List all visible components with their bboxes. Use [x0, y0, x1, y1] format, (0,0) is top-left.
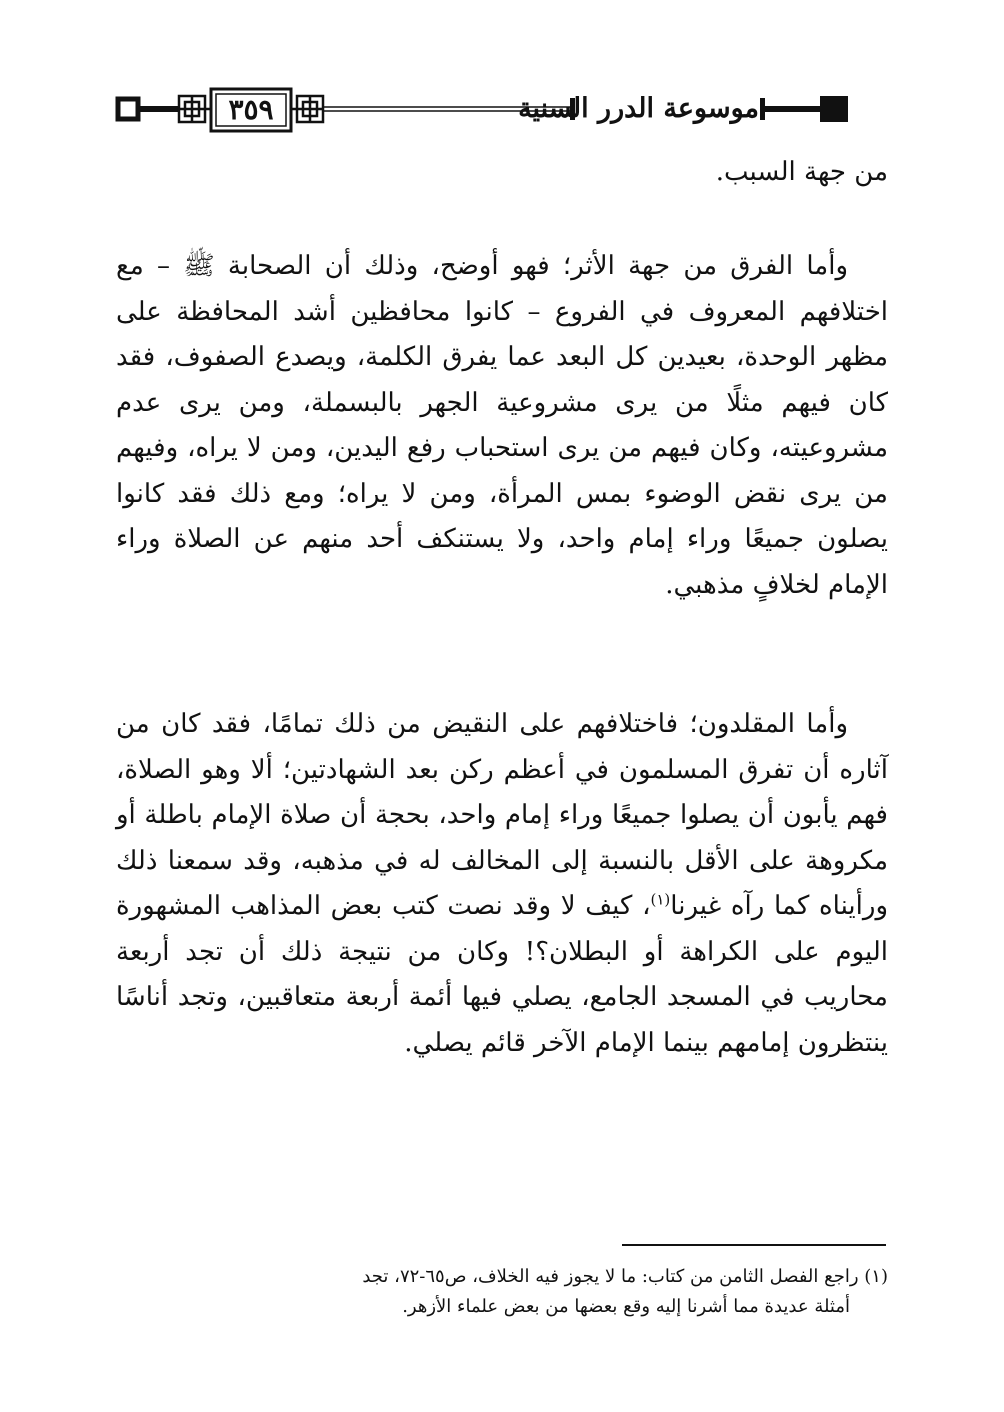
paragraph-1: [116, 244, 888, 608]
footnote-reference[interactable]: (١): [650, 890, 671, 909]
page-header: [115, 86, 890, 136]
paragraph-2-part-2: ، كيف لا وقد نصت كتب بعض المذاهب المشهورة اليوم على الكراهة أو البطلان؟! وكان من نتيجة ذلك أن تجد أربعة محاريب في المسجد الجامع، يصلي فيها أئمة أربعة متعاقبين، وتجد أناسًا ينتظرون إمامهم بينما الإمام الآخر قائم يصلي.: [116, 891, 888, 1058]
right-thick-line: [765, 106, 820, 112]
left-thick-line: [138, 106, 178, 112]
paragraph-2: [116, 702, 888, 1066]
footnote-separator: [622, 1244, 886, 1246]
footnote-line-1: (١) راجع الفصل الثامن من كتاب: ما لا يجوز فيه الخلاف، ص٦٥-٧٢، تجد: [362, 1266, 888, 1287]
footnote-line-2: أمثلة عديدة مما أشرنا إليه وقع بعضها من بعض علماء الأزهر.: [402, 1296, 850, 1317]
paragraph-2-part-1: وأما المقلدون؛ فاختلافهم على النقيض من ذلك تمامًا، فقد كان من آثاره أن تفرق المسلمون في أعظم ركن بعد الشهادتين؛ ألا وهو الصلاة، فهم يأبون أن يصلوا جميعًا وراء إمام واحد، بحجة أن صلاة الإمام باطلة أو مكروهة على الأقل بالنسبة إلى المخالف له في مذهبه، وقد سمعنا ذلك ورأيناه كما رآه غيرنا: [116, 709, 889, 921]
footnote: [108, 1262, 888, 1322]
right-fret-knot: [297, 96, 323, 122]
paragraph-1-text: وأما الفرق من جهة الأثر؛ فهو أوضح، وذلك أن الصحابة ﷺ – مع اختلافهم المعروف في الفروع – كانوا محافظين أشد المحافظة على مظهر الوحدة، بعيدين كل البعد عما يفرق الكلمة، ويصدع الصفوف، فقد كان فيهم مثلًا من يرى مشروعية الجهر بالبسملة، ومن يرى عدم مشروعيته، وكان فيهم من يرى استحباب رفع اليدين، ومن لا يراه، وفيهم من يرى نقض الوضوء بمس المرأة، ومن لا يراه؛ ومع ذلك فقد كانوا يصلون جميعًا وراء إمام واحد، ولا يستنكف أحد منهم عن الصلاة وراء الإمام لخلافٍ مذهبي.: [116, 251, 888, 600]
left-square-ornament: [118, 99, 138, 119]
paragraph-2-text: [116, 702, 888, 1066]
right-filled-square: [820, 96, 848, 122]
page-number: ٣٥٩: [228, 93, 274, 126]
book-title: موسوعة الدرر السنية: [518, 93, 759, 124]
lead-line-text: من جهة السبب.: [715, 157, 888, 187]
title-separator-right: [760, 98, 765, 120]
left-fret-knot: [179, 96, 205, 122]
lead-line: [116, 150, 888, 196]
